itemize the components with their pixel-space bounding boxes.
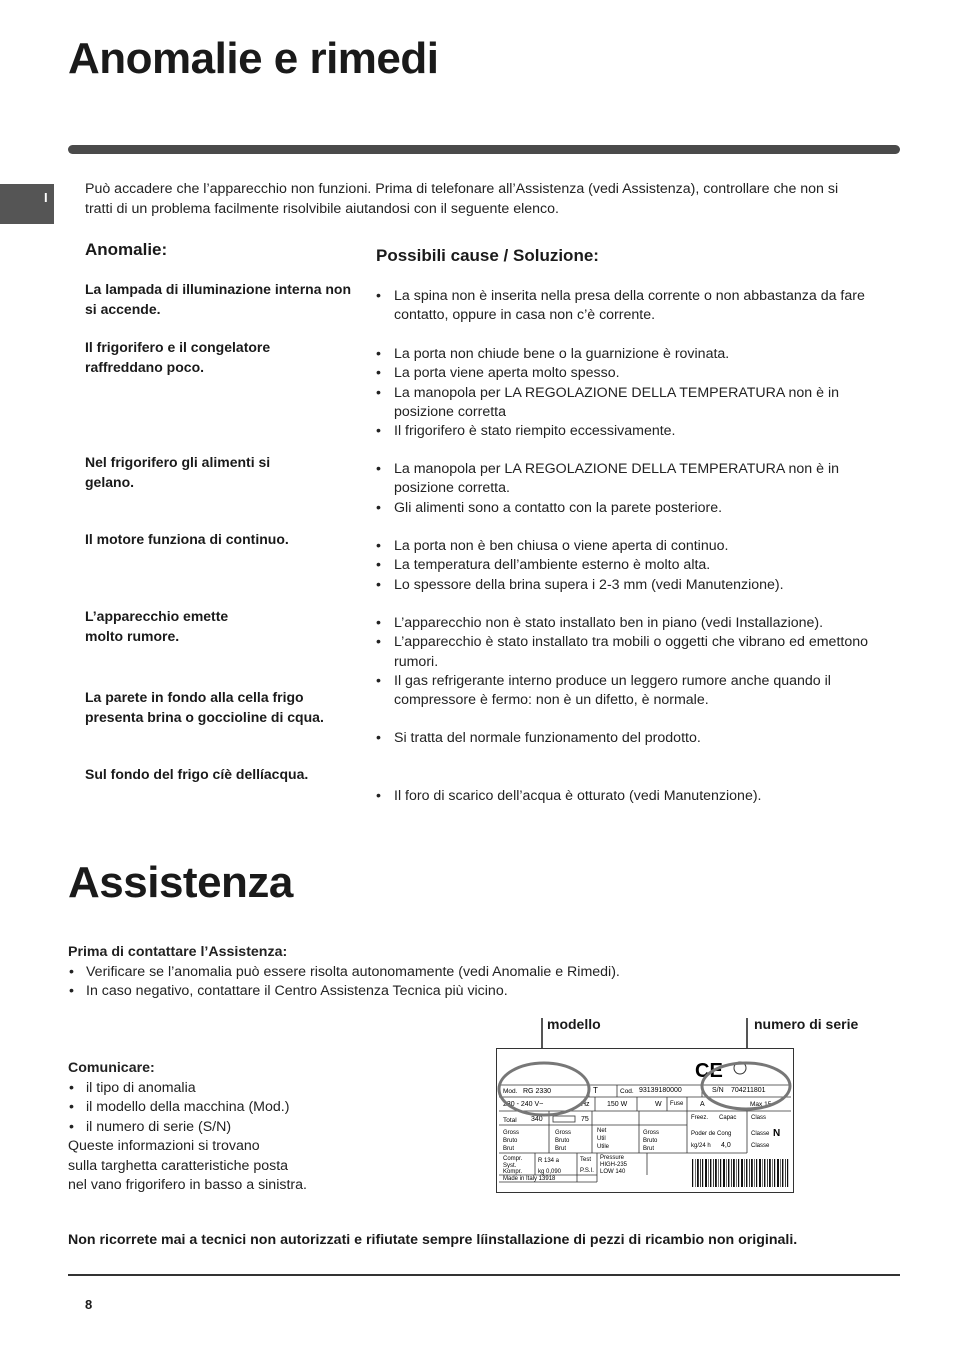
plate-test: Test bbox=[580, 1157, 592, 1163]
serial-callout-label: numero di serie bbox=[754, 1016, 859, 1032]
communicate-item: • il tipo di anomalia bbox=[68, 1079, 368, 1099]
plate-kg24: kg/24 h bbox=[691, 1143, 711, 1149]
cause-item: • L’apparecchio è stato installato tra mobili o oggetti che vibrano ed emettono rumori. bbox=[376, 633, 886, 672]
before-contact-list bbox=[68, 963, 868, 1002]
plate-gross3-b: Bruto bbox=[643, 1138, 658, 1144]
model-callout-label: modello bbox=[547, 1016, 601, 1032]
ce-mark: CE bbox=[695, 1060, 723, 1082]
causes-list-5 bbox=[376, 614, 886, 710]
plate-low: LOW 140 bbox=[600, 1169, 626, 1175]
plate-classe2: Classe bbox=[751, 1143, 770, 1149]
anomaly-6: La parete in fondo alla cella frigo presenta brina o goccioline di cqua. bbox=[85, 689, 324, 725]
anomaly-7: Sul fondo del frigo cíè dellíacqua. bbox=[85, 766, 309, 782]
cause-item: • Lo spessore della brina supera i 2-3 mm (vedi Manutenzione). bbox=[376, 576, 886, 595]
plate-sn-value: 704211801 bbox=[731, 1087, 766, 1094]
cause-item: • La temperatura dell’ambiente esterno è molto alta. bbox=[376, 556, 886, 575]
cause-item: • Si tratta del normale funzionamento del prodotto. bbox=[376, 729, 886, 748]
cause-item: • Il frigorifero è stato riempito eccessivamente. bbox=[376, 422, 886, 441]
rating-plate bbox=[496, 1048, 794, 1193]
causes-list-2 bbox=[376, 345, 886, 441]
communicate-item: • il modello della macchina (Mod.) bbox=[68, 1098, 368, 1118]
plate-psi: P.S.I. bbox=[580, 1168, 594, 1174]
title-divider bbox=[68, 145, 900, 154]
anomaly-5: L’apparecchio emette molto rumore. bbox=[85, 608, 229, 644]
plate-pressure: Pressure bbox=[600, 1155, 625, 1161]
causes-list-6 bbox=[376, 729, 886, 748]
plate-gross3-a: Gross bbox=[643, 1130, 660, 1136]
plate-total-value: 340 bbox=[531, 1116, 543, 1123]
plate-t-label: T bbox=[593, 1086, 598, 1095]
cause-item: • La spina non è inserita nella presa della corrente o non abbastanza da fare contatto, oppure in casa non c’è corrente. bbox=[376, 287, 886, 326]
plate-classe1: Classe bbox=[751, 1131, 770, 1137]
plate-high: HIGH-235 bbox=[600, 1162, 628, 1168]
causes-list-7 bbox=[376, 787, 886, 806]
communicate-heading: Comunicare: bbox=[68, 1060, 155, 1076]
plate-max: Max 15 bbox=[750, 1101, 772, 1108]
cause-item: • Il foro di scarico dell’acqua è otturato (vedi Manutenzione). bbox=[376, 787, 886, 806]
plate-freez: Freez. bbox=[691, 1115, 709, 1121]
anomaly-1: La lampada di illuminazione interna non si accende. bbox=[85, 281, 352, 317]
cause-item: • La manopola per LA REGOLAZIONE DELLA TEMPERATURA non è in posizione corretta. bbox=[376, 460, 886, 499]
plate-refrigerant: R 134 a bbox=[538, 1158, 560, 1164]
plate-watt: 150 W bbox=[607, 1101, 628, 1108]
page-number: 8 bbox=[85, 1297, 93, 1312]
plate-kg-value: 4,0 bbox=[721, 1142, 731, 1149]
cause-item: • Il gas refrigerante interno produce un leggero rumore anche quando il compressore è fermo: non è un difetto, è normale. bbox=[376, 672, 886, 711]
footer-divider bbox=[68, 1274, 900, 1276]
plate-class-value: N bbox=[773, 1128, 781, 1139]
plate-mod-value: RG 2330 bbox=[523, 1088, 552, 1095]
plate-capac: Capac bbox=[719, 1115, 737, 1121]
anomalies-heading: Anomalie: bbox=[85, 240, 168, 259]
plate-net-c: Utile bbox=[597, 1144, 610, 1150]
causes-heading: Possibili cause / Soluzione: bbox=[376, 246, 599, 265]
plate-gross1-b: Bruto bbox=[503, 1138, 518, 1144]
barcode-icon bbox=[692, 1159, 788, 1187]
communicate-item: • il numero di serie (S/N) bbox=[68, 1118, 368, 1138]
language-tab bbox=[0, 184, 54, 224]
causes-list-1 bbox=[376, 287, 886, 326]
plate-gross1-a: Gross bbox=[503, 1130, 520, 1136]
plate-poder: Poder de Cong bbox=[691, 1131, 732, 1137]
communicate-note-line: sulla targhetta caratteristiche posta bbox=[68, 1157, 289, 1174]
cause-item: • La porta viene aperta molto spesso. bbox=[376, 364, 886, 383]
before-contact-section bbox=[68, 943, 868, 1002]
plate-volt: 230 - 240 V~ bbox=[503, 1101, 544, 1108]
anomaly-3: Nel frigorifero gli alimenti si gelano. bbox=[85, 454, 271, 490]
plate-watt2: W bbox=[655, 1101, 662, 1108]
plate-star-value: 75 bbox=[581, 1116, 589, 1123]
communicate-note-line: Queste informazioni si trovano bbox=[68, 1138, 260, 1154]
language-tab-label: I bbox=[44, 190, 48, 205]
causes-list-3 bbox=[376, 460, 886, 518]
plate-gross3-c: Brut bbox=[643, 1146, 655, 1152]
communicate-note-line: nel vano frigorifero in basso a sinistra. bbox=[68, 1177, 307, 1193]
plate-stars-box bbox=[553, 1116, 575, 1122]
plate-net-b: Util bbox=[597, 1136, 606, 1142]
plate-hz: Hz bbox=[581, 1101, 590, 1108]
page-title: Anomalie e rimedi bbox=[68, 34, 439, 83]
cause-item: • La manopola per LA REGOLAZIONE DELLA TEMPERATURA non è in posizione corretta bbox=[376, 384, 886, 423]
plate-gross2-c: Brut bbox=[555, 1146, 567, 1152]
plate-sn-label: S/N bbox=[712, 1087, 724, 1094]
causes-list-4 bbox=[376, 537, 886, 595]
plate-gas-kg: kg 0,090 bbox=[538, 1169, 562, 1175]
cause-item: • L’apparecchio non è stato installato ben in piano (vedi Installazione). bbox=[376, 614, 886, 633]
communicate-list bbox=[68, 1079, 368, 1138]
plate-mod-label: Mod. bbox=[503, 1088, 518, 1095]
plate-gross1-c: Brut bbox=[503, 1146, 515, 1152]
before-contact-item: • In caso negativo, contattare il Centro Assistenza Tecnica più vicino. bbox=[68, 982, 868, 1002]
plate-cod-label: Cod. bbox=[620, 1088, 634, 1095]
cause-item: • La porta non chiude bene o la guarnizione è rovinata. bbox=[376, 345, 886, 364]
plate-compr-b: Syst. bbox=[503, 1163, 517, 1169]
warning-note: Non ricorrete mai a tecnici non autorizzati e rifiutate sempre líinstallazione di pezzi di ricambio non originali. bbox=[68, 1232, 798, 1248]
plate-compr-a: Compr. bbox=[503, 1156, 523, 1162]
cause-item: • La porta non è ben chiusa o viene aperta di continuo. bbox=[376, 537, 886, 556]
plate-fuse: Fuse bbox=[670, 1101, 684, 1107]
plate-total-label: Total bbox=[503, 1117, 517, 1124]
plate-gross2-a: Gross bbox=[555, 1130, 572, 1136]
plate-class: Class bbox=[751, 1115, 767, 1121]
communicate-section bbox=[68, 1059, 368, 1196]
plate-cod-value: 93139180000 bbox=[639, 1087, 682, 1094]
before-contact-item: • Verificare se l’anomalia può essere risolta autonomamente (vedi Anomalie e Rimedi). bbox=[68, 963, 868, 983]
plate-kompr: Kompr. bbox=[503, 1169, 523, 1175]
cause-item: • Gli alimenti sono a contatto con la parete posteriore. bbox=[376, 499, 886, 518]
assistenza-title: Assistenza bbox=[68, 858, 293, 907]
anomaly-2: Il frigorifero e il congelatore raffreddano poco. bbox=[85, 339, 271, 375]
before-contact-heading: Prima di contattare l’Assistenza: bbox=[68, 944, 288, 960]
plate-made-in: Made in Italy 13918 bbox=[503, 1176, 556, 1182]
anomaly-4: Il motore funziona di continuo. bbox=[85, 531, 289, 547]
plate-amp: A bbox=[700, 1101, 705, 1108]
plate-net-a: Net bbox=[597, 1128, 607, 1134]
intro-paragraph: Può accadere che l’apparecchio non funzioni. Prima di telefonare all’Assistenza (vedi Assistenza), controllare che non si tratti di un problema facilmente risolvibile aiutandosi con il seguente elenco. bbox=[85, 181, 839, 217]
plate-gross2-b: Bruto bbox=[555, 1138, 570, 1144]
